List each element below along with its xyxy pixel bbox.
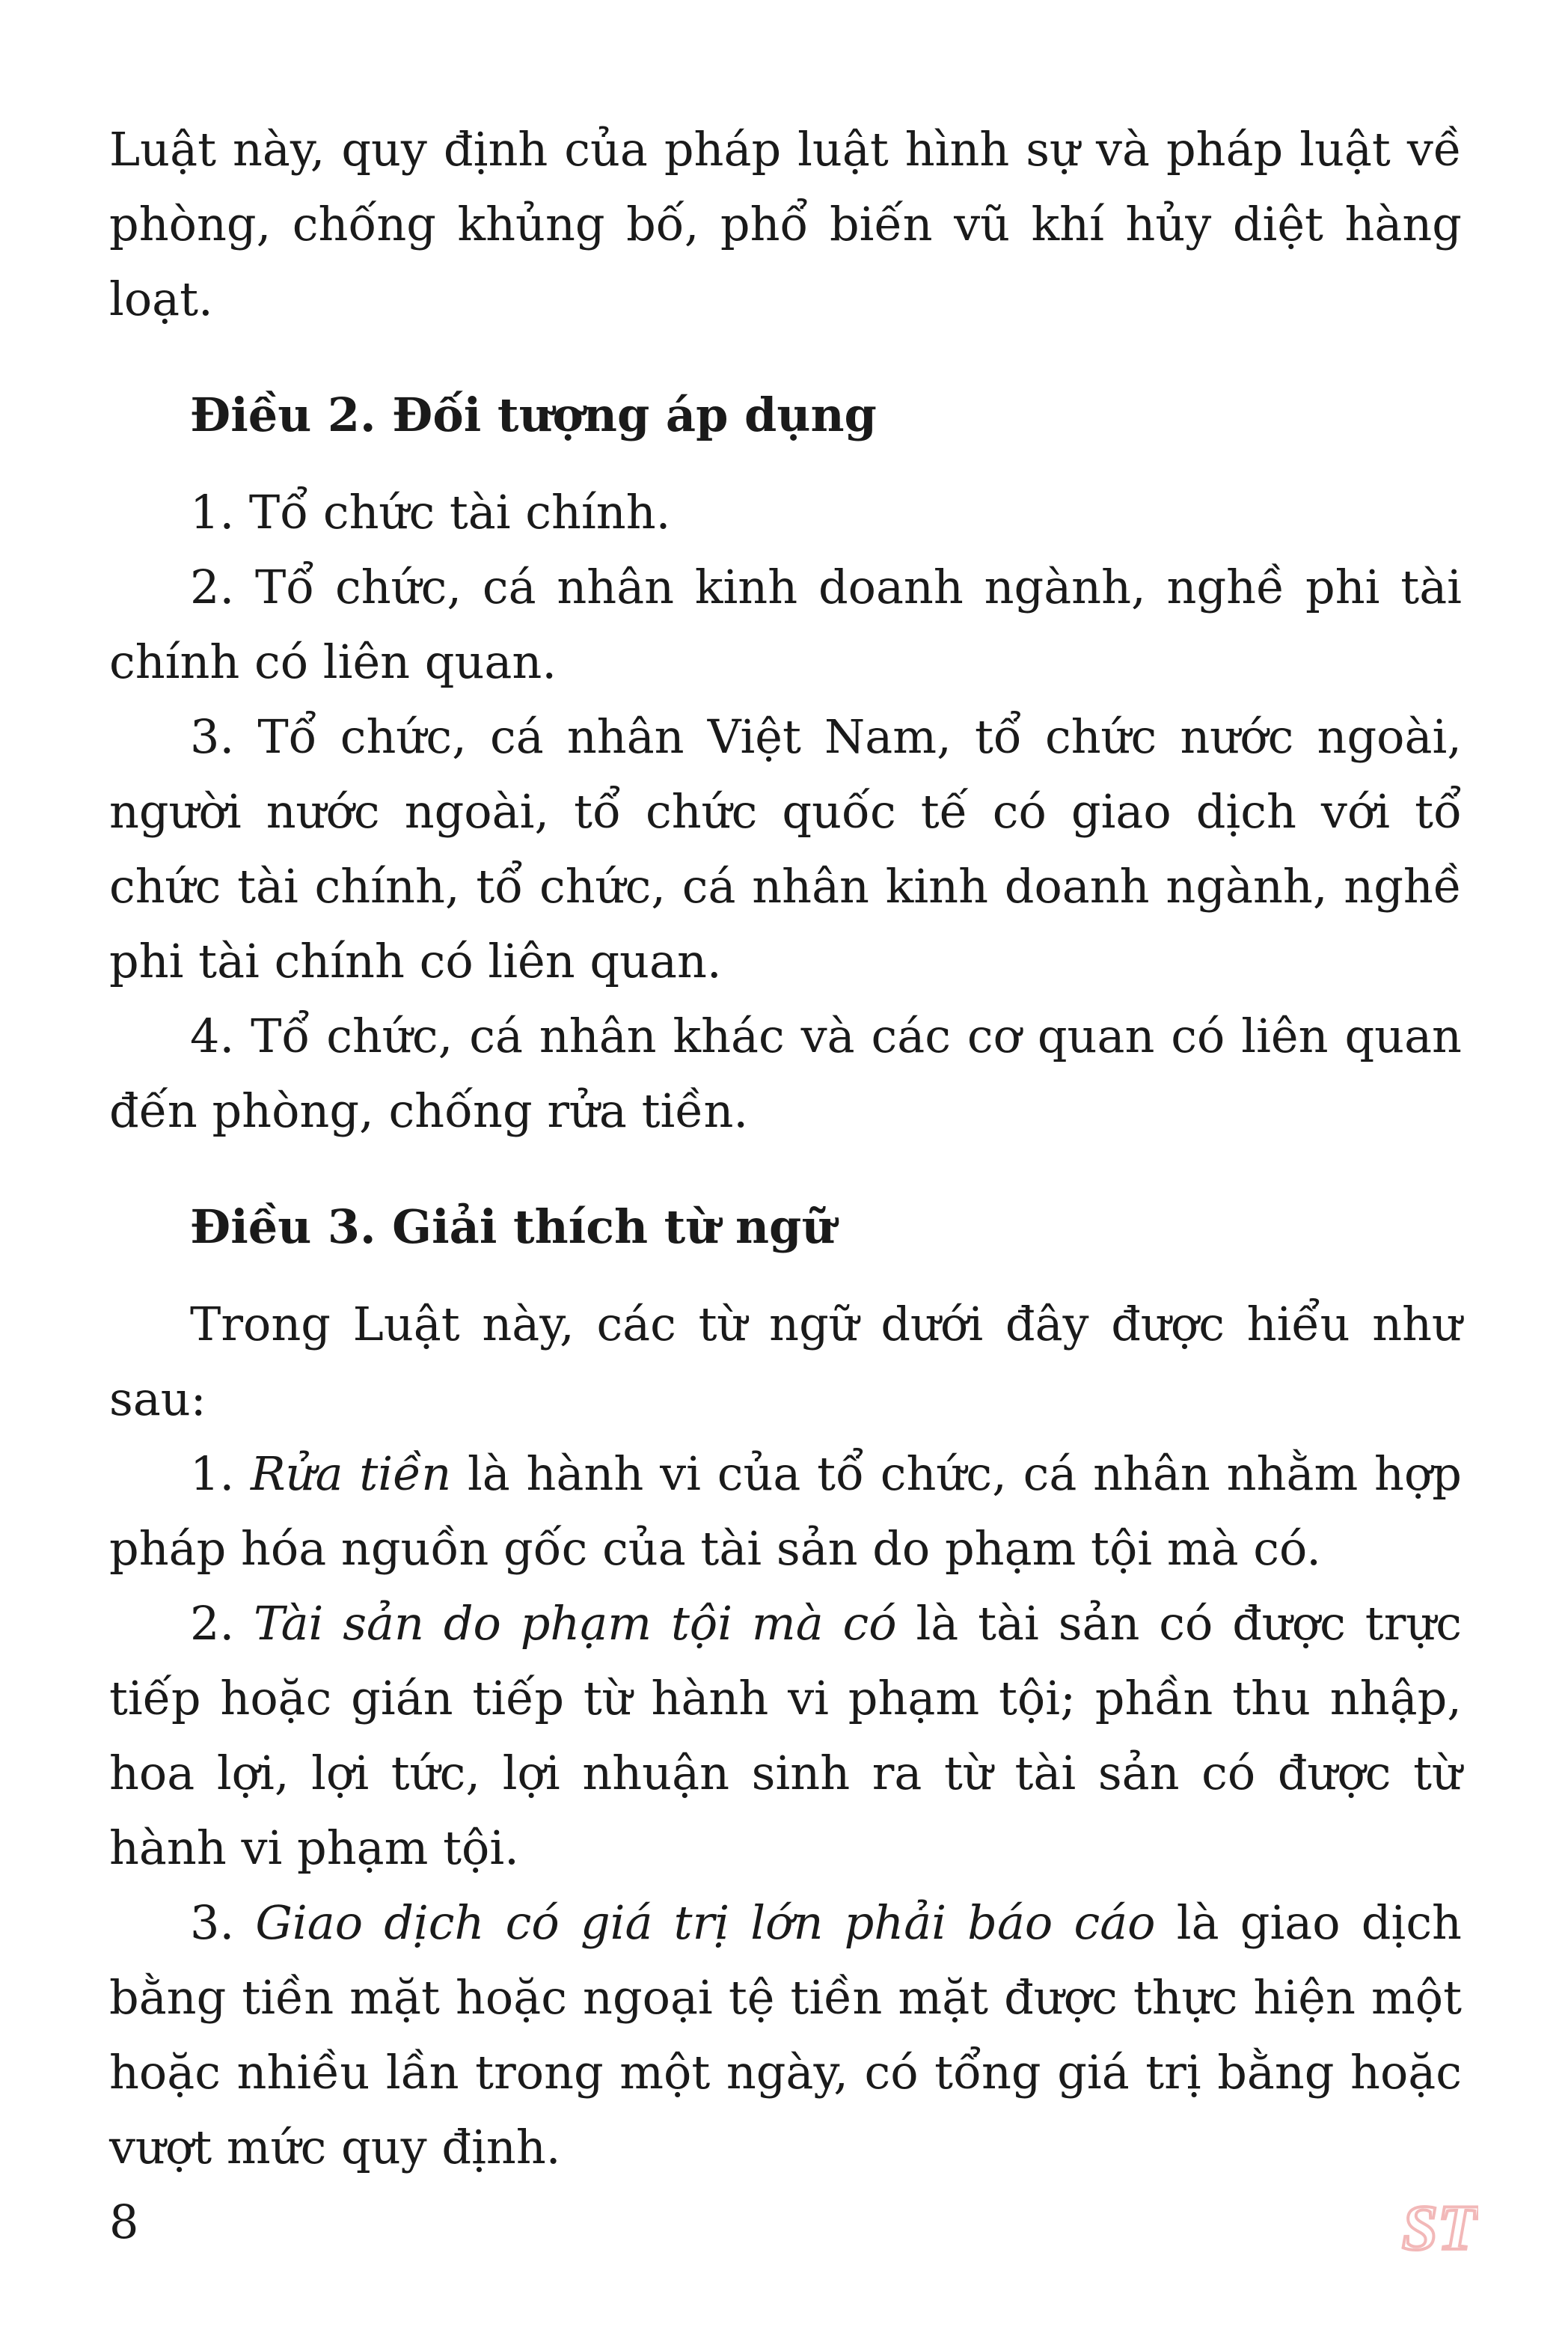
article-3-heading: Điều 3. Giải thích từ ngữ — [190, 1199, 836, 1254]
article-3-item-1 — [109, 1437, 1462, 1586]
publisher-logo-watermark — [1396, 2182, 1478, 2264]
article-3-intro: Trong Luật này, các từ ngữ dưới đây được hiểu như sau: — [109, 1297, 1462, 1426]
article-2-item-3: 3. Tổ chức, cá nhân Việt Nam, tổ chức nước ngoài, người nước ngoài, tổ chức quốc tế có giao dịch với tổ chức tài chính, tổ chức, cá nhân kinh doanh ngành, nghề phi tài chính có liên quan. — [109, 709, 1462, 988]
watermark-text: ST — [1402, 2192, 1477, 2263]
term-definition: là giao dịch bằng tiền mặt hoặc ngoại tệ tiền mặt được thực hiện một hoặc nhiều lần trong một ngày, có tổng giá trị bằng hoặc vượt mức quy định. — [109, 1895, 1462, 2174]
article-2-item-2: 2. Tổ chức, cá nhân kinh doanh ngành, nghề phi tài chính có liên quan. — [109, 560, 1462, 689]
article-3-item-3 — [109, 1886, 1462, 2185]
defined-term: Rửa tiền — [250, 1446, 452, 1501]
item-number: 1. — [190, 1446, 251, 1501]
article-2-item-4: 4. Tổ chức, cá nhân khác và các cơ quan có liên quan đến phòng, chống rửa tiền. — [109, 1009, 1462, 1138]
term-definition: là hành vi của tổ chức, cá nhân nhằm hợp pháp hóa nguồn gốc của tài sản do phạm tội mà có. — [109, 1446, 1462, 1576]
intro-paragraph: Luật này, quy định của pháp luật hình sự và pháp luật về phòng, chống khủng bố, phổ biến vũ khí hủy diệt hàng loạt. — [109, 122, 1462, 326]
document-page — [109, 112, 1462, 2185]
defined-term: Giao dịch có giá trị lớn phải báo cáo — [255, 1895, 1156, 1950]
item-number: 3. — [190, 1895, 256, 1950]
article-3-item-2 — [109, 1586, 1462, 1886]
page-number: 8 — [109, 2195, 139, 2249]
item-number: 2. — [190, 1596, 254, 1651]
article-2-heading: Điều 2. Đối tượng áp dụng — [190, 388, 877, 442]
defined-term: Tài sản do phạm tội mà có — [254, 1596, 897, 1651]
article-2-item-1: 1. Tổ chức tài chính. — [190, 485, 671, 539]
term-definition: là tài sản có được trực tiếp hoặc gián tiếp từ hành vi phạm tội; phần thu nhập, hoa lợi, lợi tức, lợi nhuận sinh ra từ tài sản có được từ hành vi phạm tội. — [109, 1596, 1462, 1875]
